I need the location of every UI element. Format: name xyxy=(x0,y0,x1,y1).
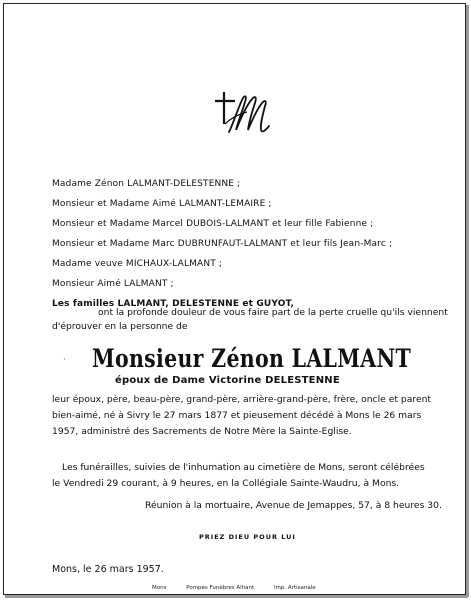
prayer-line: PRIEZ DIEU POUR LUI xyxy=(199,533,296,541)
funeral-line: Les funérailles, suivies de l'inhumation au cimetière de Mons, seront célébrées xyxy=(62,462,425,473)
wake-details: Réunion à la mortuaire, Avenue de Jemappes, 57, à 8 heures 30. xyxy=(145,500,442,511)
deceased-spouse: époux de Dame Victorine DELESTENNE xyxy=(115,375,340,386)
funeral-line: le Vendredi 29 courant, à 9 heures, en la Collégiale Sainte-Waudru, à Mons. xyxy=(52,478,400,489)
cross-monogram-icon xyxy=(205,84,275,144)
biography-line: 1957, administré des Sacrements de Notre Mère la Sainte-Eglise. xyxy=(52,426,352,437)
family-line: Les familles LALMANT, DELESTENNE et GUYOT, xyxy=(52,299,295,309)
family-line: Monsieur et Madame Marcel DUBOIS-LALMANT et leur fille Fabienne ; xyxy=(52,219,374,229)
printer-footer xyxy=(152,585,334,591)
announcement-text xyxy=(52,306,448,334)
family-line: Madame veuve MICHAUX-LALMANT ; xyxy=(52,259,223,269)
card-shadow xyxy=(466,5,469,597)
family-line: Monsieur et Madame Aimé LALMANT-LEMAIRE ; xyxy=(52,199,272,209)
deceased-name: Monsieur Zénon LALMANT xyxy=(92,343,412,373)
card-shadow xyxy=(5,595,468,598)
footer-item: Imp. Artisanale xyxy=(273,585,316,591)
funeral-details xyxy=(52,460,452,492)
biography-line: leur époux, père, beau-père, grand-père, arrière-grand-père, frère, oncle et parent xyxy=(52,394,432,405)
footer-item: Pompes Funèbres Alhant xyxy=(186,585,255,591)
family-line: Monsieur Aimé LALMANT ; xyxy=(52,279,174,289)
announcement-line: d'éprouver en la personne de xyxy=(52,321,188,332)
deceased-biography xyxy=(52,392,452,440)
family-line: Monsieur et Madame Marc DUBRUNFAUT-LALMANT et leur fils Jean-Marc ; xyxy=(52,239,393,249)
ornament-dot: · xyxy=(63,355,66,365)
family-list xyxy=(52,174,392,314)
date-place: Mons, le 26 mars 1957. xyxy=(52,564,164,575)
announcement-line: ont la profonde douleur de vous faire part de la perte cruelle qu'ils viennent xyxy=(98,307,448,318)
family-line: Madame Zénon LALMANT-DELESTENNE ; xyxy=(52,179,241,189)
footer-item: Mons xyxy=(152,585,167,591)
biography-line: bien-aimé, né à Sivry le 27 mars 1877 et pieusement décédé à Mons le 26 mars xyxy=(52,410,422,421)
